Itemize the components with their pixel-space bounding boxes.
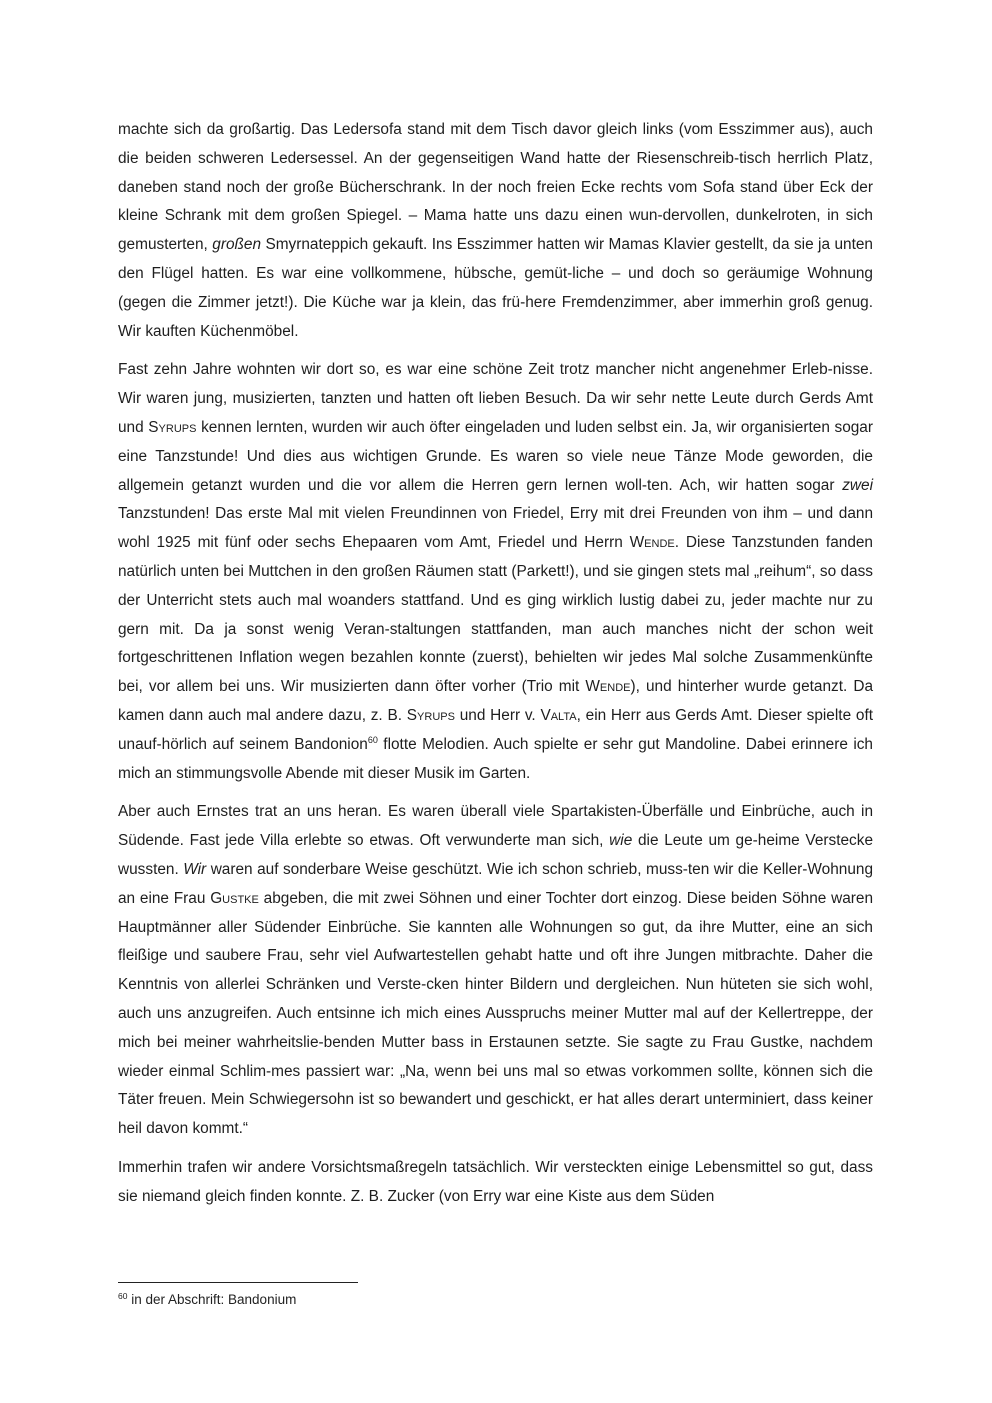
paragraph-text: flotte Melodien. Auch spielte er sehr gut Mandoline. Dabei erinnere ich mich an stimmungsvolle Abende mit dieser Musik im Garten.: [118, 735, 873, 782]
name-smallcaps: Syrups: [148, 418, 197, 436]
paragraph-text: , ein Herr aus Gerds Amt. Dieser spielte oft unauf-hörlich auf seinem Bandonion: [118, 706, 873, 753]
paragraph-text: Immerhin trafen wir andere Vorsichtsmaßregeln tatsächlich. Wir versteckten einige Lebensmittel so gut, dass sie niemand gleich finden konnte. Z. B. Zucker (von Erry war eine Kiste aus dem Süden: [118, 1158, 873, 1205]
name-smallcaps: Wende: [629, 534, 675, 552]
emphasis-text: zwei: [842, 476, 873, 494]
paragraph-2: [118, 356, 873, 788]
footnote-text: in der Abschrift: Bandonium: [131, 1292, 297, 1307]
name-smallcaps: Valta: [540, 706, 577, 724]
footnote-reference[interactable]: 60: [367, 734, 378, 745]
paragraph-1: [118, 116, 873, 346]
name-smallcaps: Syrups: [406, 706, 455, 724]
page-body: [118, 116, 873, 1221]
emphasis-text: Wir: [183, 860, 207, 878]
paragraph-text: Smyrnateppich gekauft. Ins Esszimmer hatten wir Mamas Klavier gestellt, da sie ja unten den Flügel hatten. Es war eine vollkommene, hübsche, gemüt-liche – und doch so geräumige Wohnung (gegen die Zimmer jetzt!). Die Küche war ja klein, das frü-here Fremdenzimmer, aber immerhin groß genug. Wir kauften Küchenmöbel.: [118, 236, 873, 340]
footnote: [118, 1290, 296, 1310]
paragraph-3: [118, 798, 873, 1144]
footnote-number: 60: [118, 1291, 128, 1301]
paragraph-text: die Leute um ge-heime Verstecke wussten.: [118, 832, 874, 878]
paragraph-text: abgeben, die mit zwei Söhnen und einer Tochter dort einzog. Diese beiden Söhne waren Hauptmänner aller Südender Einbrüche. Sie kannten alle Wohnungen so gut, da ihre Mutter, eine an sich fleißige und saubere Frau, sehr viel Aufwartestellen gehabt hatte und oft ihre Jungen mitbrachte. Daher die Kenntnis von allerlei Schränken und Verste-cken hinter Bildern und dergleichen. Nun hüteten sie sich wohl, auch uns anzugreifen. Auch entsinne ich mich eines Ausspruchs meiner Mutter mal auf der Kellertreppe, der mich bei meiner wahrheitslie-benden Mutter bass in Erstaunen setzte. Sie sagte zu Frau Gustke, nachdem wieder einmal Schlim-mes passiert war: „Na, wenn bei uns mal so etwas vorkommen sollte, können sich die Täter freuen. Mein Schwiegersohn ist so bewandert und geschickt, er hat alles derart unterminiert, dass keiner heil davon kommt.“: [118, 889, 874, 1138]
paragraph-text: . Diese Tanzstunden fanden natürlich unten bei Muttchen in den großen Räumen statt (Parkett!), und sie gingen stets mal „reihum“, so dass der Unterricht stets auch mal woanders stattfand. Und es ging wirklich lustig dabei zu, jeder machte nur zu gern mit. Da ja sonst wenig Veran-staltungen stattfanden, man auch manches nicht der schon weit fortgeschrittenen Inflation wegen bezahlen konnte (zuerst), behielten wir jedes Mal solche Zusammenkünfte bei, vor allem bei uns. Wir musizierten dann öfter vorher (Trio mit: [118, 534, 873, 696]
paragraph-text: ), und hinterher wurde getanzt. Da kamen dann auch mal andere dazu, z. B.: [118, 678, 874, 724]
emphasis-text: wie: [609, 832, 633, 850]
paragraph-text: und Herr v.: [459, 706, 536, 724]
paragraph-4: [118, 1154, 873, 1212]
paragraph-text: machte sich da großartig. Das Ledersofa stand mit dem Tisch davor gleich links (vom Esszimmer aus), auch die beiden schweren Ledersessel. An der gegenseitigen Wand hatte der Riesenschreib-tisch herrlich Platz, daneben stand noch der große Bücherschrank. In der noch freien Ecke rechts vom Sofa stand über Eck der kleine Schrank mit dem großen Spiegel. – Mama hatte uns dazu einen wun-dervollen, dunkelroten, in sich gemusterten,: [118, 121, 873, 254]
paragraph-text: kennen lernten, wurden wir auch öfter eingeladen und luden selbst ein. Ja, wir organisierten sogar eine Tanzstunde! Und dies aus wichtigen Grunde. Es waren so viele neue Tänze Mode geworden, die allgemein getanzt wurden und die vor allem die Herren gern lernen woll-ten. Ach, wir hatten sogar: [118, 418, 873, 494]
paragraph-text: Aber auch Ernstes trat an uns heran. Es waren überall viele Spartakisten-Überfälle und Einbrüche, auch in Südende. Fast jede Villa erlebte so etwas. Oft verwunderte man sich,: [118, 803, 873, 850]
emphasis-text: großen: [212, 236, 262, 254]
paragraph-text: waren auf sonderbare Weise geschützt. Wie ich schon schrieb, muss-ten wir die Keller-Wohnung an eine Frau: [118, 860, 874, 907]
paragraph-text: Fast zehn Jahre wohnten wir dort so, es war eine schöne Zeit trotz mancher nicht angenehmer Erleb-nisse. Wir waren jung, musizierten, tanzten und hatten oft lieben Besuch. Da wir sehr nette Leute durch Gerds Amt und: [118, 361, 873, 436]
name-smallcaps: Gustke: [210, 889, 259, 907]
name-smallcaps: Wende: [585, 678, 631, 696]
footnote-separator: [118, 1282, 358, 1283]
paragraph-text: Tanzstunden! Das erste Mal mit vielen Freundinnen von Friedel, Erry mit drei Freunden von ihm – und dann wohl 1925 mit fünf oder sechs Ehepaaren vom Amt, Friedel und Herrn: [118, 505, 873, 552]
